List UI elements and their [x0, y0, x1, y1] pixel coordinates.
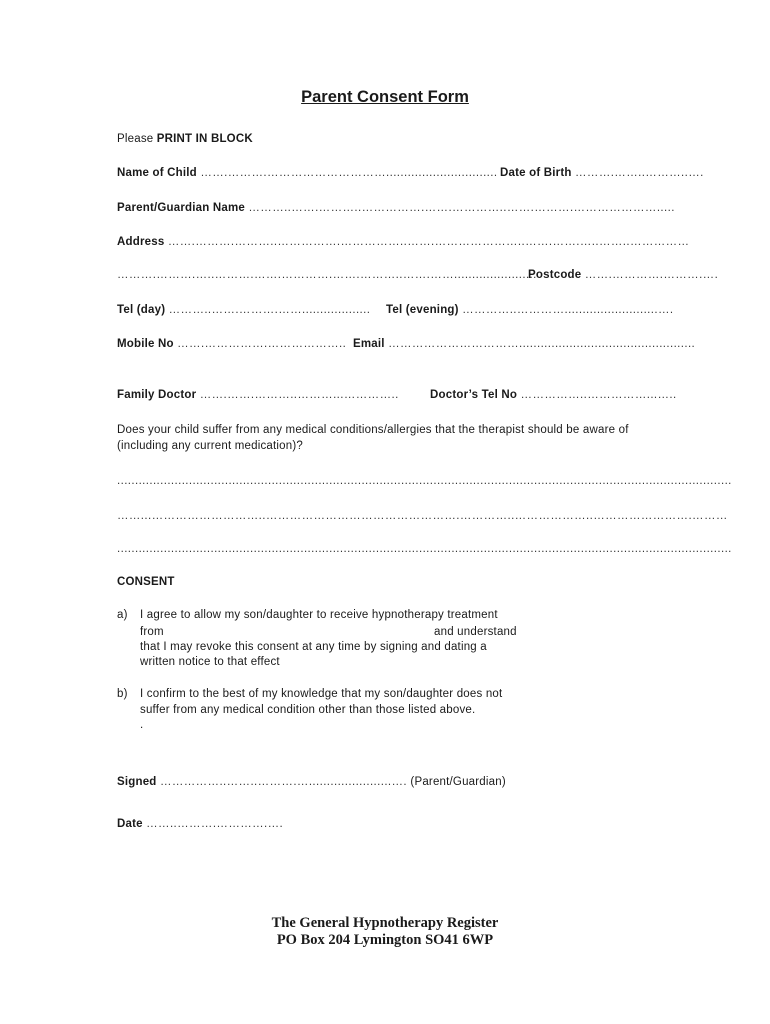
date-field[interactable] [117, 818, 283, 830]
address-dots: …….……….………..…………….……………..…….…………………..…….…….…..……..…………… [167, 236, 690, 248]
family-doctor-field[interactable] [117, 389, 399, 401]
child-name-label: Name of Child [117, 167, 197, 179]
consent-a-line4: written notice to that effect [140, 656, 280, 668]
doctor-tel-field[interactable] [430, 389, 677, 401]
signed-field[interactable] [117, 776, 506, 788]
date-dots: ……..……….………….…. [146, 818, 284, 830]
doctor-tel-label: Doctor’s Tel No [430, 389, 518, 401]
guardian-name-label: Parent/Guardian Name [117, 202, 245, 214]
instruction-prefix: Please [117, 133, 157, 145]
consent-heading: CONSENT [117, 576, 175, 588]
email-field[interactable] [353, 338, 695, 350]
consent-b-line3: . [140, 719, 144, 731]
dob-label: Date of Birth [500, 167, 572, 179]
page-title: Parent Consent Form [301, 88, 469, 106]
medical-answer-line-2[interactable]: ……...………………………..………………………………………….…………..………………..…………………….……… [117, 510, 728, 522]
medical-question-line2: (including any current medication)? [117, 440, 303, 452]
footer-organization: The General Hypnotherapy Register [271, 915, 499, 931]
consent-a-line3: that I may revoke this consent at any time by signing and dating a [140, 641, 487, 653]
footer-address [0, 915, 770, 949]
postcode-dots: …….………….……….…. [584, 269, 719, 281]
doctor-tel-dots: ……………..……………...….. [520, 389, 677, 401]
mobile-field[interactable] [117, 338, 346, 350]
medical-answer-line-3[interactable]: ........................................................................................................................................................................... [117, 543, 732, 555]
family-doctor-dots: …….…….………..………...………….. [199, 389, 399, 401]
consent-b-line2: suffer from any medical condition other than those listed above. [140, 704, 476, 716]
medical-answer-line-1[interactable]: ........................................................................................................................................................................... [117, 475, 732, 487]
address-line2-dots: ……….……….…..……….…….………….…….………..…….……....................... [117, 269, 537, 281]
postcode-field[interactable] [528, 269, 718, 281]
tel-evening-field[interactable] [386, 304, 673, 316]
footer-postal-address: PO Box 204 Lymington SO41 6WP [276, 932, 494, 948]
child-name-dots: …….……….…………………………............................... [200, 167, 498, 179]
address-label: Address [117, 236, 165, 248]
tel-day-dots: ………..…….……….……................... [168, 304, 371, 316]
family-doctor-label: Family Doctor [117, 389, 197, 401]
medical-question-line1: Does your child suffer from any medical conditions/allergies that the therapist should be aware of [117, 424, 629, 436]
consent-b-line1: I confirm to the best of my knowledge that my son/daughter does not [140, 688, 503, 700]
consent-a-line2-right: and understand [434, 626, 517, 638]
consent-a-line1: I agree to allow my son/daughter to receive hypnotherapy treatment [140, 609, 498, 621]
tel-evening-label: Tel (evening) [386, 304, 459, 316]
guardian-name-dots: ………..…….………..…………….…….…………..…….……….…………………..... [248, 202, 675, 214]
instruction-bold: PRINT IN BLOCK [156, 133, 253, 145]
signed-label: Signed [117, 776, 157, 788]
consent-b-marker: b) [117, 688, 128, 700]
tel-evening-dots: …………..…………..........................…. [462, 304, 674, 316]
signed-dots: ……………..……..……….….......................…. [159, 776, 408, 788]
guardian-name-field[interactable] [117, 202, 675, 214]
consent-a-line2: from [140, 626, 164, 638]
tel-day-field[interactable] [117, 304, 370, 316]
email-label: Email [353, 338, 385, 350]
postcode-label: Postcode [528, 269, 582, 281]
date-label: Date [117, 818, 143, 830]
dob-field[interactable] [500, 167, 704, 179]
child-name-field[interactable] [117, 167, 497, 179]
address-field[interactable] [117, 236, 689, 248]
consent-a-marker: a) [117, 609, 128, 621]
tel-day-label: Tel (day) [117, 304, 166, 316]
mobile-dots: …….…………….……………….. [177, 338, 347, 350]
email-dots: ……………………………................................................. [388, 338, 696, 350]
signed-suffix: (Parent/Guardian) [410, 776, 506, 788]
dob-dots: ……….……..………..…. [575, 167, 704, 179]
mobile-label: Mobile No [117, 338, 174, 350]
instruction [117, 133, 253, 145]
address-line2-field[interactable] [117, 269, 537, 281]
